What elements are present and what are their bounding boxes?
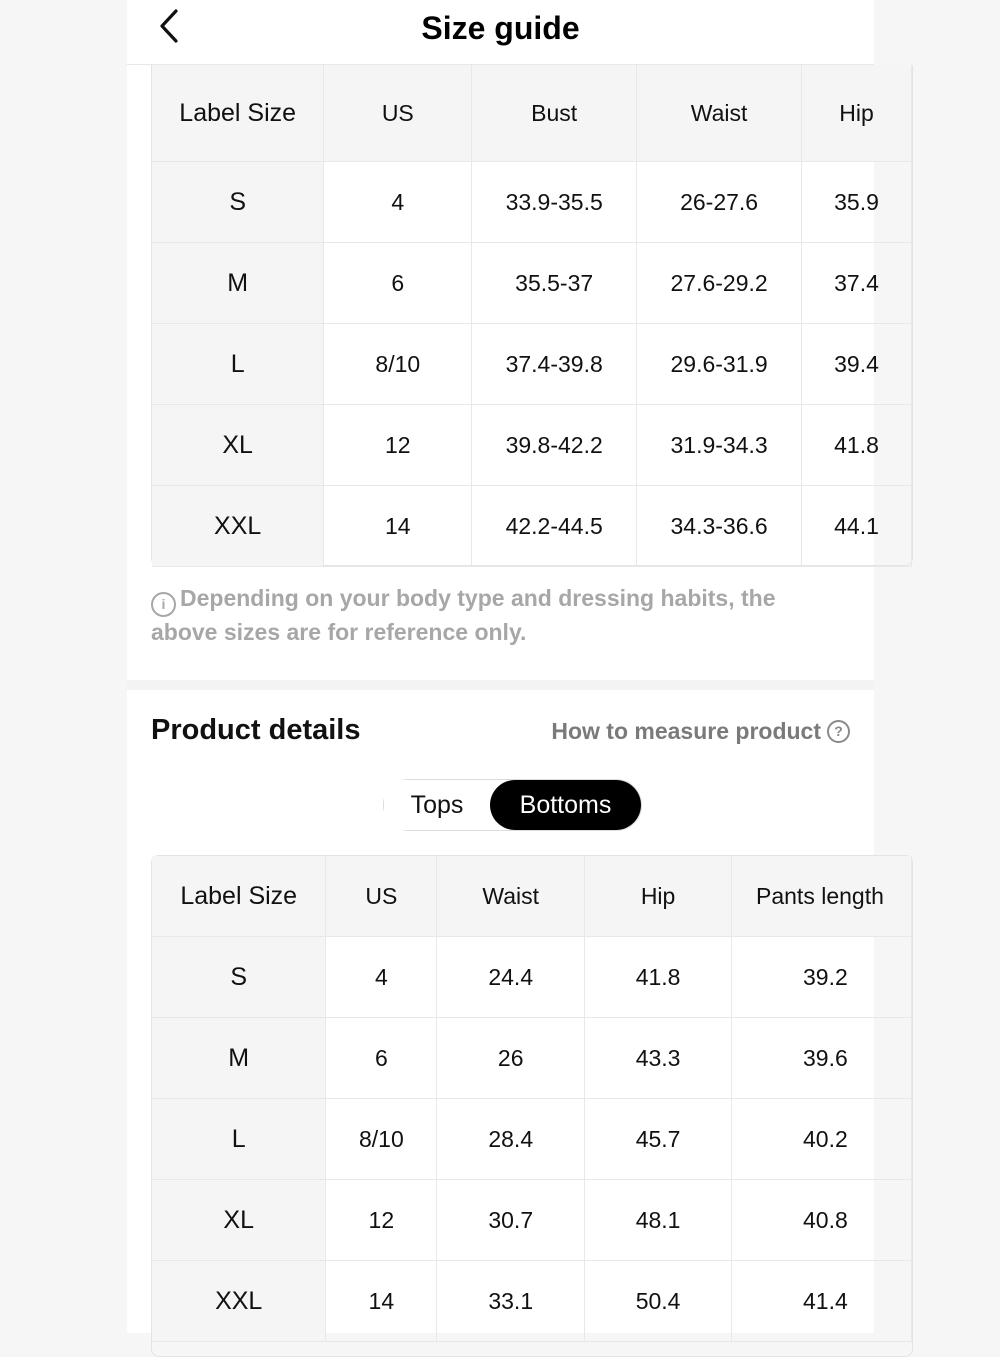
table-cell: 48.1	[585, 1180, 732, 1261]
section-title: Product details	[151, 714, 361, 746]
table-cell: 35.5-37	[472, 243, 637, 324]
size-table-section	[127, 65, 879, 680]
table-row	[152, 937, 912, 1018]
table-cell: 39.4	[802, 324, 912, 405]
table-cell: XL	[152, 405, 324, 486]
table-header-row	[152, 856, 912, 937]
column-header: US	[324, 65, 472, 162]
table-cell: 30.7	[437, 1180, 585, 1261]
table-cell: 39.2	[732, 937, 912, 1018]
column-header: Waist	[637, 65, 802, 162]
table-cell: 41.8	[585, 937, 732, 1018]
page-title: Size guide	[421, 10, 580, 46]
table-cell: XL	[152, 1180, 326, 1261]
size-table[interactable]	[151, 65, 913, 566]
table-cell: L	[152, 1099, 326, 1180]
table-row	[152, 1018, 912, 1099]
table-cell: 39.6	[732, 1018, 912, 1099]
table-row	[152, 243, 912, 324]
column-header: Pants length	[732, 856, 912, 937]
table-cell: 28.4	[437, 1099, 585, 1180]
table-row	[152, 405, 912, 486]
table-cell: 39.8-42.2	[472, 405, 637, 486]
table-cell: 12	[324, 405, 472, 486]
table-row	[152, 486, 912, 567]
column-header: Hip	[585, 856, 732, 937]
table-cell: 33.9-35.5	[472, 162, 637, 243]
table-cell: 29.6-31.9	[637, 324, 802, 405]
info-icon: i	[151, 592, 176, 617]
table-cell: 44.1	[802, 486, 912, 567]
top-bar	[127, 0, 874, 65]
table-cell: 14	[326, 1261, 437, 1342]
column-header: US	[326, 856, 437, 937]
table-cell: 6	[324, 243, 472, 324]
product-details-section	[127, 690, 884, 1333]
table-cell: 35.9	[802, 162, 912, 243]
table-row	[152, 1180, 912, 1261]
table-row	[152, 1261, 912, 1342]
table-cell: XXL	[152, 1261, 326, 1342]
reference-note-text: Depending on your body type and dressing habits, the above sizes are for reference only.	[151, 585, 776, 645]
how-to-measure-label: How to measure product	[551, 718, 821, 744]
table-cell: 26-27.6	[637, 162, 802, 243]
tab-bottoms[interactable]: Bottoms	[490, 780, 641, 830]
table-cell: 4	[326, 937, 437, 1018]
category-toggle	[383, 779, 642, 831]
table-cell: 14	[324, 486, 472, 567]
table-cell: 24.4	[437, 937, 585, 1018]
table-cell: 8/10	[326, 1099, 437, 1180]
column-header: Hip	[802, 65, 912, 162]
column-header: Label Size	[152, 856, 326, 937]
product-measurement-table[interactable]	[151, 855, 913, 1357]
table-header-row	[152, 65, 912, 162]
table-cell: 12	[326, 1180, 437, 1261]
table-cell: M	[152, 1018, 326, 1099]
table-cell: 6	[326, 1018, 437, 1099]
table-cell: 4	[324, 162, 472, 243]
table-row	[152, 324, 912, 405]
table-row	[152, 1099, 912, 1180]
table-cell: 31.9-34.3	[637, 405, 802, 486]
table-row	[152, 162, 912, 243]
table-cell: S	[152, 162, 324, 243]
table-cell: 37.4-39.8	[472, 324, 637, 405]
column-header: Waist	[437, 856, 585, 937]
table-cell: M	[152, 243, 324, 324]
table-cell: XXL	[152, 486, 324, 567]
size-guide-screen	[127, 0, 884, 1333]
table-cell: 8/10	[324, 324, 472, 405]
table-cell: 41.8	[802, 405, 912, 486]
table-cell: 40.2	[732, 1099, 912, 1180]
column-header: Label Size	[152, 65, 324, 162]
column-header: Bust	[472, 65, 637, 162]
table-cell: 34.3-36.6	[637, 486, 802, 567]
table-cell: 33.1	[437, 1261, 585, 1342]
table-cell: 40.8	[732, 1180, 912, 1261]
table-cell: 37.4	[802, 243, 912, 324]
table-cell: 45.7	[585, 1099, 732, 1180]
table-cell: 42.2-44.5	[472, 486, 637, 567]
tab-tops[interactable]: Tops	[384, 780, 490, 830]
table-cell: 41.4	[732, 1261, 912, 1342]
table-cell: 26	[437, 1018, 585, 1099]
reference-note	[151, 583, 841, 648]
table-cell: S	[152, 937, 326, 1018]
table-cell: 27.6-29.2	[637, 243, 802, 324]
question-circle-icon: ?	[827, 720, 850, 743]
table-cell: 50.4	[585, 1261, 732, 1342]
table-cell: L	[152, 324, 324, 405]
table-cell: 43.3	[585, 1018, 732, 1099]
how-to-measure-link[interactable]	[551, 718, 850, 745]
